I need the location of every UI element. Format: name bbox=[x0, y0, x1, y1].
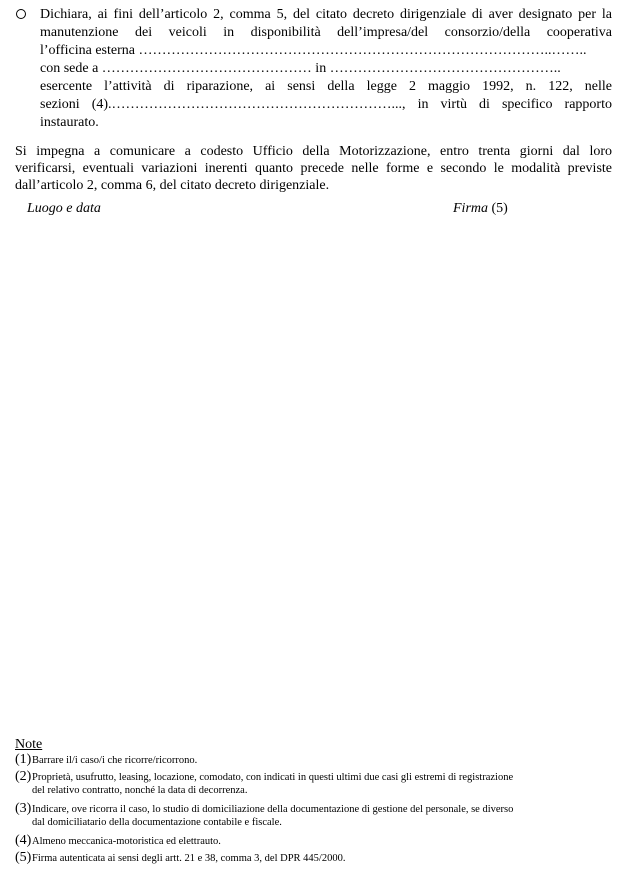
note-text-continued: dal domiciliatario della documentazione contabile e fiscale. bbox=[32, 817, 282, 828]
signature-word: Firma bbox=[453, 201, 488, 216]
commitment-line: dall’articolo 2, comma 6, del citato decreto dirigenziale. bbox=[15, 178, 330, 193]
notes-title: Note bbox=[15, 737, 43, 752]
notes-list bbox=[15, 753, 615, 866]
declaration-line: instaurato. bbox=[40, 115, 99, 130]
place-date-label: Luogo e data bbox=[27, 201, 101, 216]
note-text: Barrare il/i caso/i che ricorre/ricorrono. bbox=[32, 755, 198, 766]
declaration-line-sede: con sede a ……………………………………… in ………………………………………….. bbox=[40, 61, 561, 76]
note-number: (1) bbox=[15, 752, 32, 767]
declaration-line: esercente l’attività di riparazione, ai sensi della legge 2 maggio 1992, n. 122, nelle bbox=[40, 79, 612, 94]
note-number: (2) bbox=[15, 769, 32, 784]
note-item bbox=[15, 753, 615, 768]
note-text: Almeno meccanica-motoristica ed elettrauto. bbox=[32, 836, 221, 847]
note-number: (4) bbox=[15, 833, 32, 848]
commitment-line: verificarsi, eventuali variazioni inerenti quanto precede nelle forme e secondo le modalità previste bbox=[15, 161, 612, 176]
declaration-line-sezioni: sezioni (4).……………………………………………………..., in virtù di specifico rapporto bbox=[40, 97, 612, 112]
note-text: Firma autenticata ai sensi degli artt. 21 e 38, comma 3, del DPR 445/2000. bbox=[32, 853, 346, 864]
declaration-line: manutenzione dei veicoli in disponibilità dell’impresa/del consorzio/della cooperativa bbox=[40, 25, 612, 40]
note-item bbox=[15, 802, 615, 832]
note-number: (3) bbox=[15, 801, 32, 816]
note-item bbox=[15, 851, 615, 866]
commitment-line: Si impegna a comunicare a codesto Ufficio della Motorizzazione, entro trenta giorni dal loro bbox=[15, 144, 612, 159]
signature-note-ref: (5) bbox=[491, 201, 508, 216]
note-item bbox=[15, 834, 615, 849]
note-item bbox=[15, 770, 615, 800]
note-text: Indicare, ove ricorra il caso, lo studio di domiciliazione della documentazione di gestione del personale, se diverso bbox=[32, 804, 514, 815]
note-text: Proprietà, usufrutto, leasing, locazione, comodato, con indicati in questi ultimi due casi gli estremi di registrazione bbox=[32, 772, 514, 783]
option-radio[interactable] bbox=[16, 9, 26, 19]
declaration-text bbox=[40, 6, 612, 132]
declaration-line-officina: l’officina esterna ……………………………………………………………………………..…….. bbox=[40, 43, 587, 58]
note-text-continued: del relativo contratto, nonché la data di decorrenza. bbox=[32, 785, 248, 796]
declaration-line: Dichiara, ai fini dell’articolo 2, comma 5, del citato decreto dirigenziale di aver designato per la bbox=[40, 7, 612, 22]
note-number: (5) bbox=[15, 850, 32, 865]
commitment-paragraph bbox=[15, 143, 612, 194]
signature-label bbox=[453, 201, 508, 217]
